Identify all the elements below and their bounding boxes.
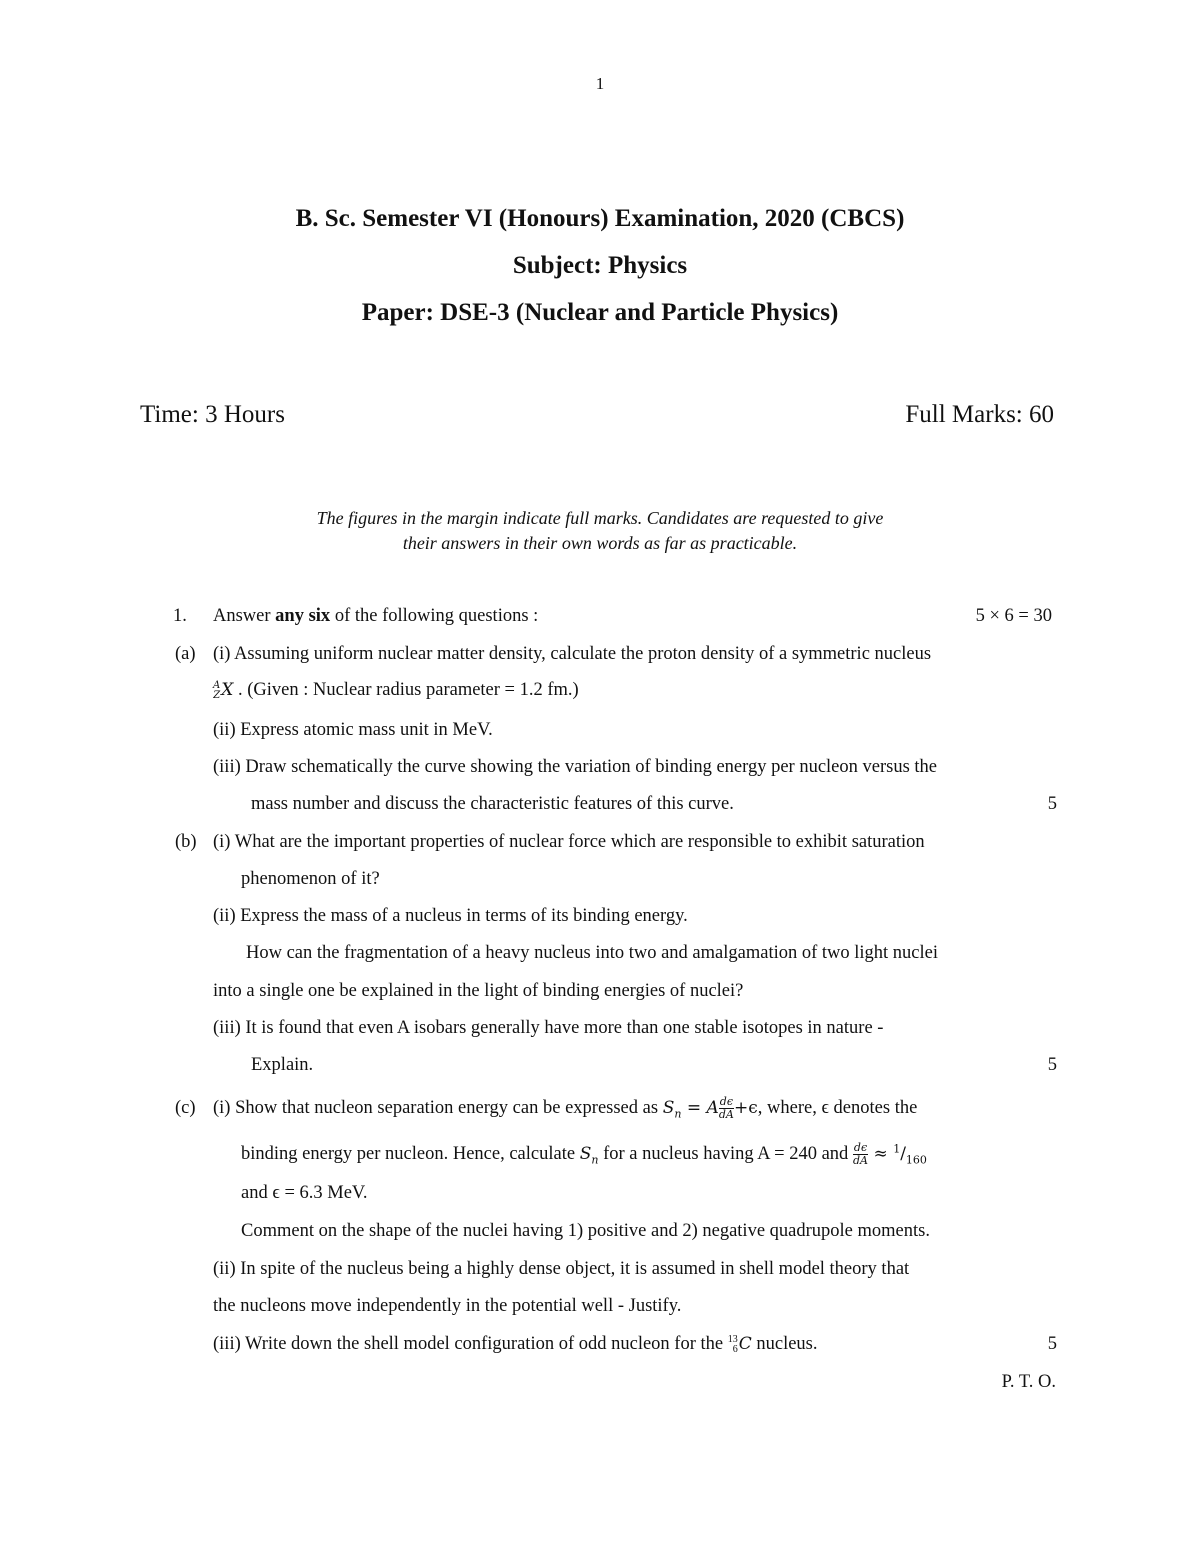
pto-label: P. T. O. [1001, 1372, 1056, 1392]
derivative-fraction-2: $\frac{d\epsilon}{dA}$ [853, 1141, 869, 1167]
derivative-fraction: $\frac{d\epsilon}{dA}$ [718, 1095, 734, 1121]
question-b-marks: 5 [1047, 1055, 1057, 1075]
question-a-iii-line-1: (iii) Draw schematically the curve showing the variation of binding energy per nucleon versus the [213, 757, 938, 777]
subject-title: Subject: Physics [512, 252, 688, 279]
separation-energy-formula: $S_n = A$ [662, 1097, 719, 1121]
section-marks: 5 × 6 = 30 [975, 606, 1052, 626]
nuclide-symbol-mass-charge: A Z [213, 679, 221, 701]
question-b-iii-line-1: (iii) It is found that even A isobars generally have more than one stable isotopes in nature - [213, 1018, 884, 1038]
question-c-i-line-2: binding energy per nucleon. Hence, calculate $S_n$ for a nucleus having A = 240 and $\frac{d\epsilon}{dA}$ ≈ $^1/_{160}$ [241, 1141, 927, 1167]
question-c-label: (c) [175, 1098, 196, 1118]
question-c-marks: 5 [1047, 1334, 1057, 1354]
section-number: 1. [173, 606, 187, 626]
section-instruction: Answer any six of the following questions : [213, 606, 539, 626]
question-b-i-line-2: phenomenon of it? [241, 869, 380, 889]
paper-title: Paper: DSE-3 (Nuclear and Particle Physics) [361, 299, 839, 326]
question-c-ii-line-2: the nucleons move independently in the potential well - Justify. [213, 1296, 682, 1316]
question-c-i-line-3: and ϵ = 6.3 MeV. [241, 1183, 368, 1203]
question-b-label: (b) [175, 832, 197, 852]
question-b-ii-line-3: into a single one be explained in the light of binding energies of nuclei? [213, 981, 744, 1001]
question-a-iii-line-2: mass number and discuss the characteristic features of this curve. [251, 794, 734, 814]
question-a-marks: 5 [1047, 794, 1057, 814]
question-a-ii: (ii) Express atomic mass unit in MeV. [213, 720, 493, 740]
instructions-line-2: their answers in their own words as far as practicable. [402, 533, 798, 553]
question-c-ii-line-1: (ii) In spite of the nucleus being a highly dense object, it is assumed in shell model theory that [213, 1259, 910, 1279]
page-number: 1 [595, 74, 605, 93]
question-b-iii-line-2: Explain. [251, 1055, 314, 1075]
exam-title: B. Sc. Semester VI (Honours) Examination, 2020 (CBCS) [295, 205, 905, 232]
full-marks-label: Full Marks: 60 [905, 401, 1054, 428]
instructions-line-1: The figures in the margin indicate full marks. Candidates are requested to give [316, 508, 884, 528]
question-b-i-line-1: (i) What are the important properties of nuclear force which are responsible to exhibit saturation [213, 832, 925, 852]
carbon-13-nuclide: 13 6 [727, 1333, 738, 1355]
question-c-iii: (iii) Write down the shell model configuration of odd nucleon for the 13 6 C nucleus. [213, 1333, 818, 1355]
question-b-ii-line-2: How can the fragmentation of a heavy nucleus into two and amalgamation of two light nuclei [246, 943, 939, 963]
question-a-i-line-1: (i) Assuming uniform nuclear matter density, calculate the proton density of a symmetric nucleus [213, 644, 932, 664]
question-c-i-line-4: Comment on the shape of the nuclei having 1) positive and 2) negative quadrupole moments. [241, 1221, 930, 1241]
question-a-label: (a) [175, 644, 196, 664]
time-label: Time: 3 Hours [140, 401, 285, 428]
question-c-i-line-1: (i) Show that nucleon separation energy can be expressed as $S_n = A$ $\frac{d\epsilon}{dA}$ +ϵ, where, ϵ denotes the [213, 1095, 918, 1121]
question-a-i-line-2: A Z X . (Given : Nuclear radius parameter = 1.2 fm.) [213, 679, 579, 701]
question-b-ii-line-1: (ii) Express the mass of a nucleus in terms of its binding energy. [213, 906, 688, 926]
